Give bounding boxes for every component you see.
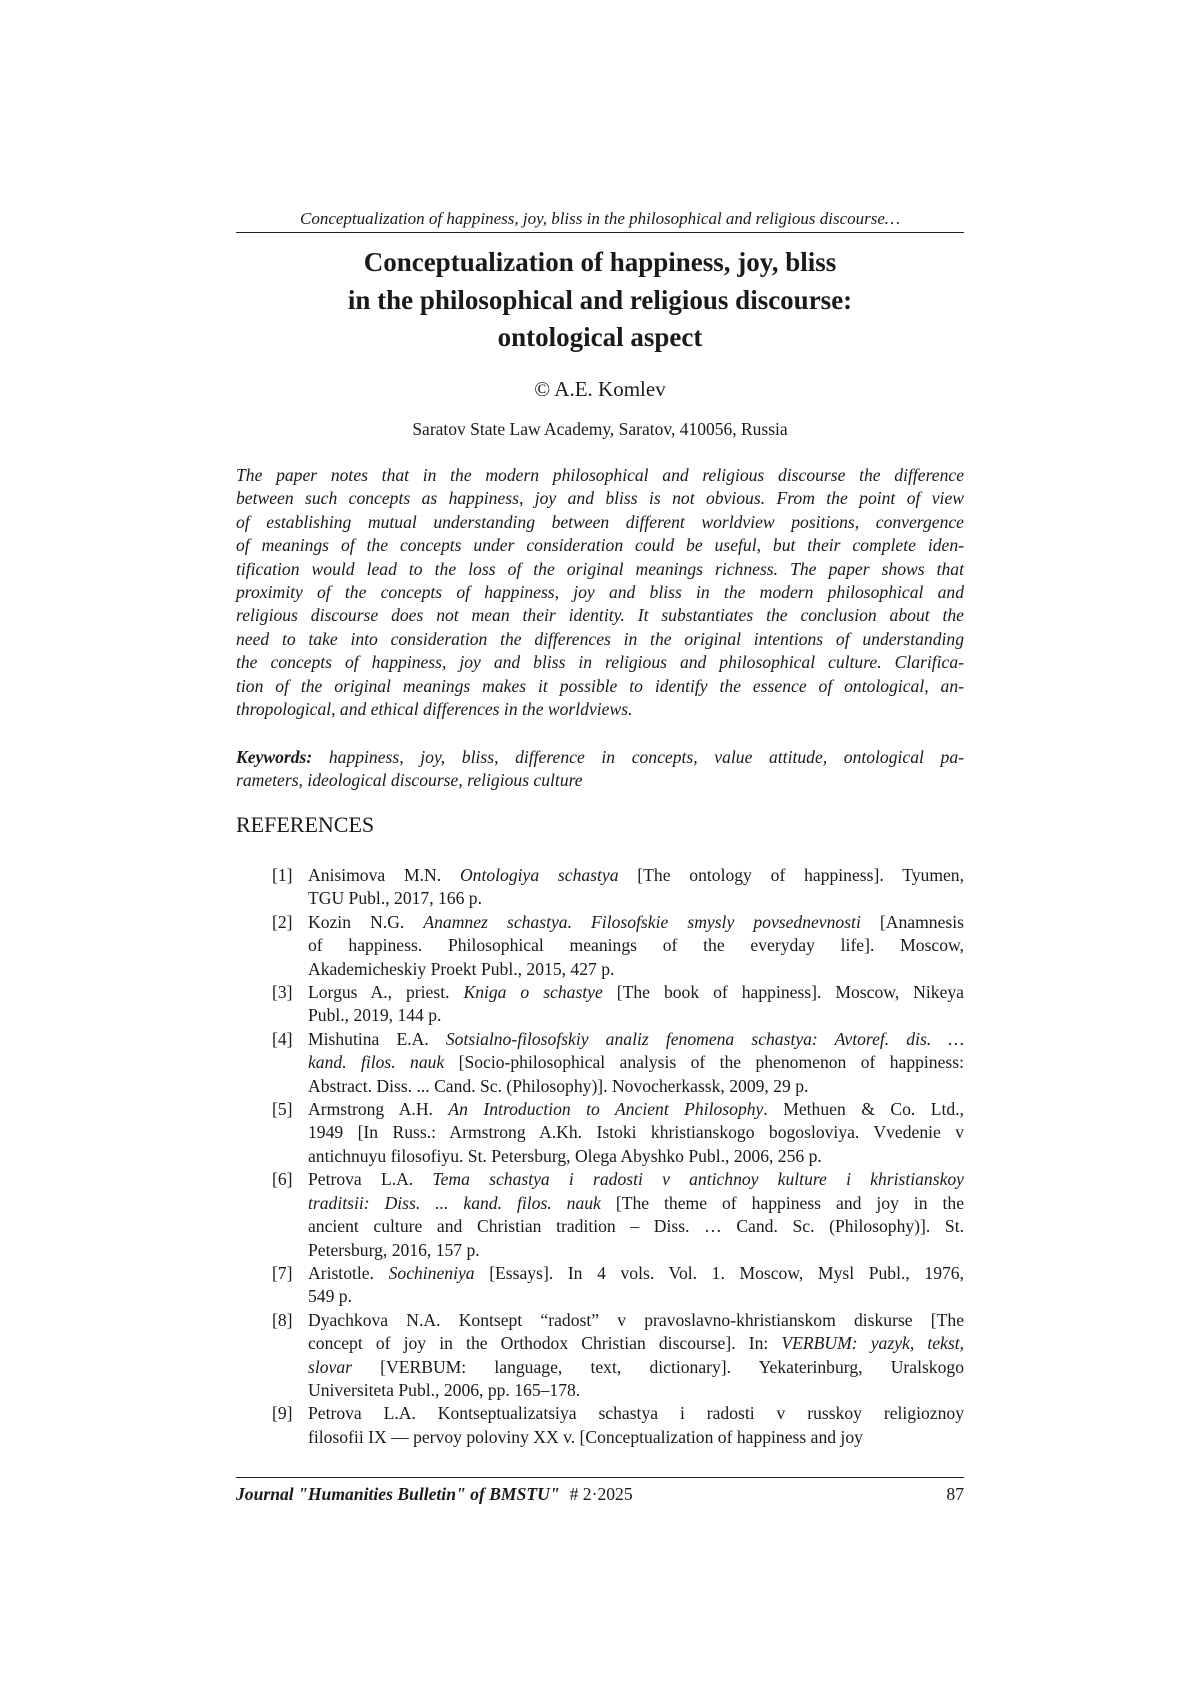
reference-line <box>308 1215 964 1238</box>
reference-text: ancient culture and Christian tradition – Diss. … Cand. Sc. (Philosophy)]. St. <box>308 1216 964 1237</box>
reference-text: [Socio-philosophical analysis of the phenomenon of happiness: <box>444 1052 964 1073</box>
reference-number: [3] <box>272 982 293 1003</box>
reference-text: [Anamnesis <box>860 911 964 932</box>
title-line: in the philosophical and religious discourse: <box>347 284 853 315</box>
reference-line <box>308 864 964 887</box>
footer-divider <box>236 1477 964 1478</box>
reference-item <box>272 1402 964 1449</box>
page-number: 87 <box>946 1484 964 1504</box>
reference-text: Petersburg, 2016, 157 p. <box>308 1239 480 1260</box>
reference-line <box>308 958 964 981</box>
abstract-line: The paper notes that in the modern philosophical and religious discourse the difference <box>236 465 964 485</box>
reference-title: Kniga o schastye <box>463 982 603 1003</box>
references-heading: REFERENCES <box>236 812 375 837</box>
reference-text: Abstract. Diss. ... Cand. Sc. (Philosophy)]. Novocherkassk, 2009, 29 p. <box>308 1075 809 1096</box>
reference-text: [The ontology of happiness]. Tyumen, <box>618 865 965 885</box>
reference-title: traditsii: Diss. ... kand. filos. nauk <box>308 1192 601 1213</box>
reference-title: Tema schastya i radosti v antichnoy kulture i khristianskoy <box>432 1169 964 1190</box>
reference-line <box>308 1028 964 1051</box>
abstract-line: tion of the original meanings makes it possible to identify the essence of ontological, an- <box>236 675 964 696</box>
reference-line <box>308 1168 964 1191</box>
reference-text: Aristotle. <box>308 1262 389 1283</box>
reference-number: [4] <box>272 1028 293 1049</box>
reference-text: TGU Publ., 2017, 166 p. <box>308 888 482 909</box>
reference-text: antichnuyu filosofiyu. St. Petersburg, Olega Abyshko Publ., 2006, 256 p. <box>308 1145 822 1166</box>
article-title <box>236 244 964 357</box>
reference-item <box>272 911 964 981</box>
reference-line <box>308 1075 964 1098</box>
title-line: Conceptualization of happiness, joy, bliss <box>363 247 837 277</box>
reference-text: [The book of happiness]. Moscow, Nikeya <box>602 982 964 1003</box>
reference-line <box>308 1262 964 1285</box>
reference-text: [VERBUM: language, text, dictionary]. Yekaterinburg, Uralskogo <box>351 1356 964 1377</box>
page-footer <box>236 1483 964 1505</box>
reference-line <box>308 1356 964 1379</box>
reference-line <box>308 887 964 910</box>
reference-text: 1949 [In Russ.: Armstrong A.Kh. Istoki khristianskogo bogosloviya. Vvedenie v <box>308 1122 964 1143</box>
reference-line <box>308 1285 964 1308</box>
reference-line <box>308 911 964 934</box>
reference-text: 549 p. <box>308 1286 352 1307</box>
abstract-line: of establishing mutual understanding between different worldview positions, convergence <box>236 511 964 532</box>
running-head: Conceptualization of happiness, joy, bliss in the philosophical and religious discourse… <box>299 209 901 228</box>
abstract-line: between such concepts as happiness, joy and bliss is not obvious. From the point of view <box>236 488 964 509</box>
abstract-line: thropological, and ethical differences in the worldviews. <box>236 699 633 720</box>
reference-item <box>272 981 964 1028</box>
reference-text: of happiness. Philosophical meanings of the everyday life]. Moscow, <box>308 935 964 956</box>
reference-title: VERBUM: yazyk, tekst, <box>781 1333 964 1354</box>
keywords-line <box>236 746 964 769</box>
reference-line <box>308 1426 964 1449</box>
reference-text: [Essays]. In 4 vols. Vol. 1. Moscow, Mysl Publ., 1976, <box>474 1262 964 1283</box>
keywords-label: Keywords: <box>236 747 313 767</box>
reference-title: Anamnez schastya. Filosofskie smysly povsednevnosti <box>423 911 861 932</box>
journal-name: Journal "Humanities Bulletin" of BMSTU" <box>236 1484 560 1504</box>
reference-line <box>308 1121 964 1144</box>
reference-text: Mishutina E.A. <box>308 1028 446 1049</box>
reference-title: An Introduction to Ancient Philosophy <box>448 1099 764 1120</box>
reference-text: Publ., 2019, 144 p. <box>308 1005 442 1026</box>
reference-title: kand. filos. nauk <box>308 1052 445 1073</box>
affiliation: Saratov State Law Academy, Saratov, 410056, Russia <box>412 419 788 439</box>
reference-item <box>272 1309 964 1403</box>
abstract <box>236 464 964 721</box>
reference-text: . Methuen & Co. Ltd., <box>763 1099 964 1120</box>
reference-line <box>308 1192 964 1215</box>
reference-text: Universiteta Publ., 2006, pp. 165–178. <box>308 1379 581 1400</box>
reference-line <box>308 1098 964 1121</box>
reference-number: [5] <box>272 1099 293 1120</box>
abstract-line: tification would lead to the loss of the original meanings richness. The paper shows that <box>236 558 964 579</box>
reference-line <box>308 1145 964 1168</box>
page <box>236 0 964 1698</box>
reference-text: Kozin N.G. <box>308 911 424 932</box>
issue-number: # 2·2025 <box>569 1484 633 1504</box>
reference-title: Ontologiya schastya <box>459 865 619 885</box>
keywords-text: happiness, joy, bliss, difference in concepts, value attitude, ontological pa- <box>328 747 964 767</box>
reference-item <box>272 864 964 911</box>
references-list <box>272 864 964 1449</box>
reference-item <box>272 1098 964 1168</box>
reference-text: Anisimova M.N. <box>308 865 460 885</box>
reference-line <box>308 1332 964 1355</box>
header-divider <box>236 232 964 233</box>
reference-title: Sochineniya <box>388 1262 475 1283</box>
reference-line <box>308 934 964 957</box>
reference-text: Dyachkova N.A. Kontsept “radost” v pravoslavno-khristianskom diskurse [The <box>308 1309 964 1330</box>
reference-text: Akademicheskiy Proekt Publ., 2015, 427 p. <box>308 958 615 979</box>
reference-item <box>272 1262 964 1309</box>
reference-text: [The theme of happiness and joy in the <box>600 1192 965 1213</box>
abstract-line: need to take into consideration the differences in the original intentions of understanding <box>236 628 964 649</box>
reference-line <box>308 1379 964 1402</box>
reference-text: Armstrong A.H. <box>308 1099 449 1120</box>
reference-line <box>308 1239 964 1262</box>
reference-title: slovar <box>308 1356 352 1377</box>
abstract-line: of meanings of the concepts under consideration could be useful, but their complete iden- <box>236 535 964 556</box>
reference-line <box>308 1309 964 1332</box>
reference-title: Sotsialno-filosofskiy analiz fenomena schastya: Avtoref. dis. … <box>445 1028 964 1049</box>
reference-text: Lorgus A., priest. <box>308 982 464 1003</box>
reference-line <box>308 1004 964 1027</box>
reference-line <box>308 1051 964 1074</box>
reference-number: [9] <box>272 1403 293 1424</box>
title-line: ontological aspect <box>497 322 703 352</box>
reference-number: [8] <box>272 1309 293 1330</box>
reference-line <box>308 1402 964 1425</box>
abstract-line: proximity of the concepts of happiness, joy and bliss in the modern philosophical and <box>236 582 964 603</box>
reference-text: Petrova L.A. Kontseptualizatsiya schastya i radosti v russkoy religioznoy <box>308 1403 964 1424</box>
reference-text: filosofii IX — pervoy poloviny XX v. [Conceptualization of happiness and joy <box>308 1426 863 1447</box>
abstract-line: the concepts of happiness, joy and bliss in religious and philosophical culture. Clarifica- <box>236 652 964 673</box>
reference-text: concept of joy in the Orthodox Christian discourse]. In: <box>308 1333 782 1354</box>
keywords <box>236 746 964 793</box>
reference-number: [7] <box>272 1262 293 1283</box>
keywords-line: rameters, ideological discourse, religious culture <box>236 770 583 791</box>
reference-item <box>272 1168 964 1262</box>
reference-number: [1] <box>272 865 293 885</box>
abstract-line: religious discourse does not mean their identity. It substantiates the conclusion about the <box>236 605 964 626</box>
reference-item <box>272 1028 964 1098</box>
author: © A.E. Komlev <box>534 377 666 401</box>
reference-number: [2] <box>272 911 293 932</box>
reference-number: [6] <box>272 1169 293 1190</box>
reference-line <box>308 981 964 1004</box>
reference-text: Petrova L.A. <box>308 1169 433 1190</box>
